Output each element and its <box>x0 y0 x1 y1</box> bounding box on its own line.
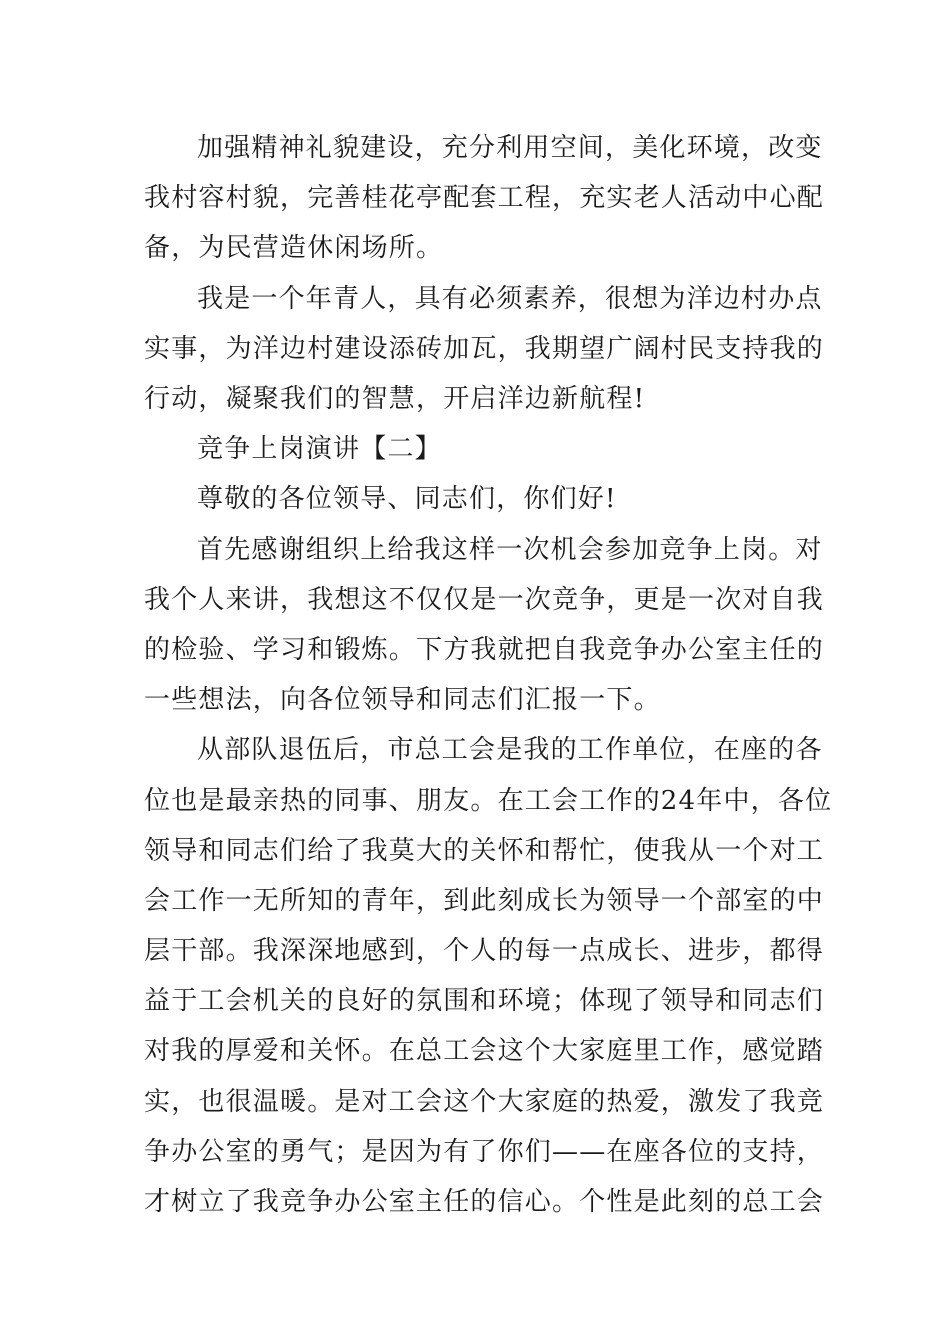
paragraph-4-line-1: 从部队退伍后，市总工会是我的工作单位，在座的各 <box>197 735 823 765</box>
paragraph-4-line-10: 才树立了我竞争办公室主任的信心。个性是此刻的总工会 <box>144 1187 825 1217</box>
paragraph-3-line-2: 我个人来讲，我想这不仅仅是一次竞争，更是一次对自我 <box>144 585 825 615</box>
greeting-line: 尊敬的各位领导、同志们，你们好! <box>197 484 617 514</box>
paragraph-3-line-3: 的检验、学习和锻炼。下方我就把自我竞争办公室主任的 <box>144 635 825 665</box>
paragraph-4-line-6: 益于工会机关的良好的氛围和环境；体现了领导和同志们 <box>144 986 825 1016</box>
paragraph-4-line-5: 层干部。我深深地感到，个人的每一点成长、进步，都得 <box>144 936 825 966</box>
paragraph-2-line-1: 我是一个年青人，具有必须素养，很想为洋边村办点 <box>197 284 823 314</box>
paragraph-3-line-4: 一些想法，向各位领导和同志们汇报一下。 <box>144 685 661 715</box>
paragraph-1-line-3: 备，为民营造休闲场所。 <box>144 233 444 263</box>
paragraph-1-line-1: 加强精神礼貌建设，充分利用空间，美化环境，改变 <box>197 133 823 163</box>
paragraph-4-line-7: 对我的厚爱和关怀。在总工会这个大家庭里工作，感觉踏 <box>144 1036 825 1066</box>
paragraph-4-line-3: 领导和同志们给了我莫大的关怀和帮忙，使我从一个对工 <box>144 836 825 866</box>
paragraph-1-line-2: 我村容村貌，完善桂花亭配套工程，充实老人活动中心配 <box>144 183 825 213</box>
paragraph-4-line-2: 位也是最亲热的同事、朋友。在工会工作的24年中，各位 <box>144 786 833 816</box>
paragraph-3-line-1: 首先感谢组织上给我这样一次机会参加竞争上岗。对 <box>197 535 823 565</box>
paragraph-4-line-4: 会工作一无所知的青年，到此刻成长为领导一个部室的中 <box>144 886 825 916</box>
paragraph-4-line-9: 争办公室的勇气；是因为有了你们——在座各位的支持， <box>144 1137 825 1167</box>
section-heading: 竞争上岗演讲【二】 <box>197 434 442 464</box>
paragraph-2-line-3: 行动，凝聚我们的智慧，开启洋边新航程! <box>144 384 646 414</box>
paragraph-2-line-2: 实事，为洋边村建设添砖加瓦，我期望广阔村民支持我的 <box>144 334 825 364</box>
paragraph-4-line-8: 实，也很温暖。是对工会这个大家庭的热爱，激发了我竞 <box>144 1087 825 1117</box>
